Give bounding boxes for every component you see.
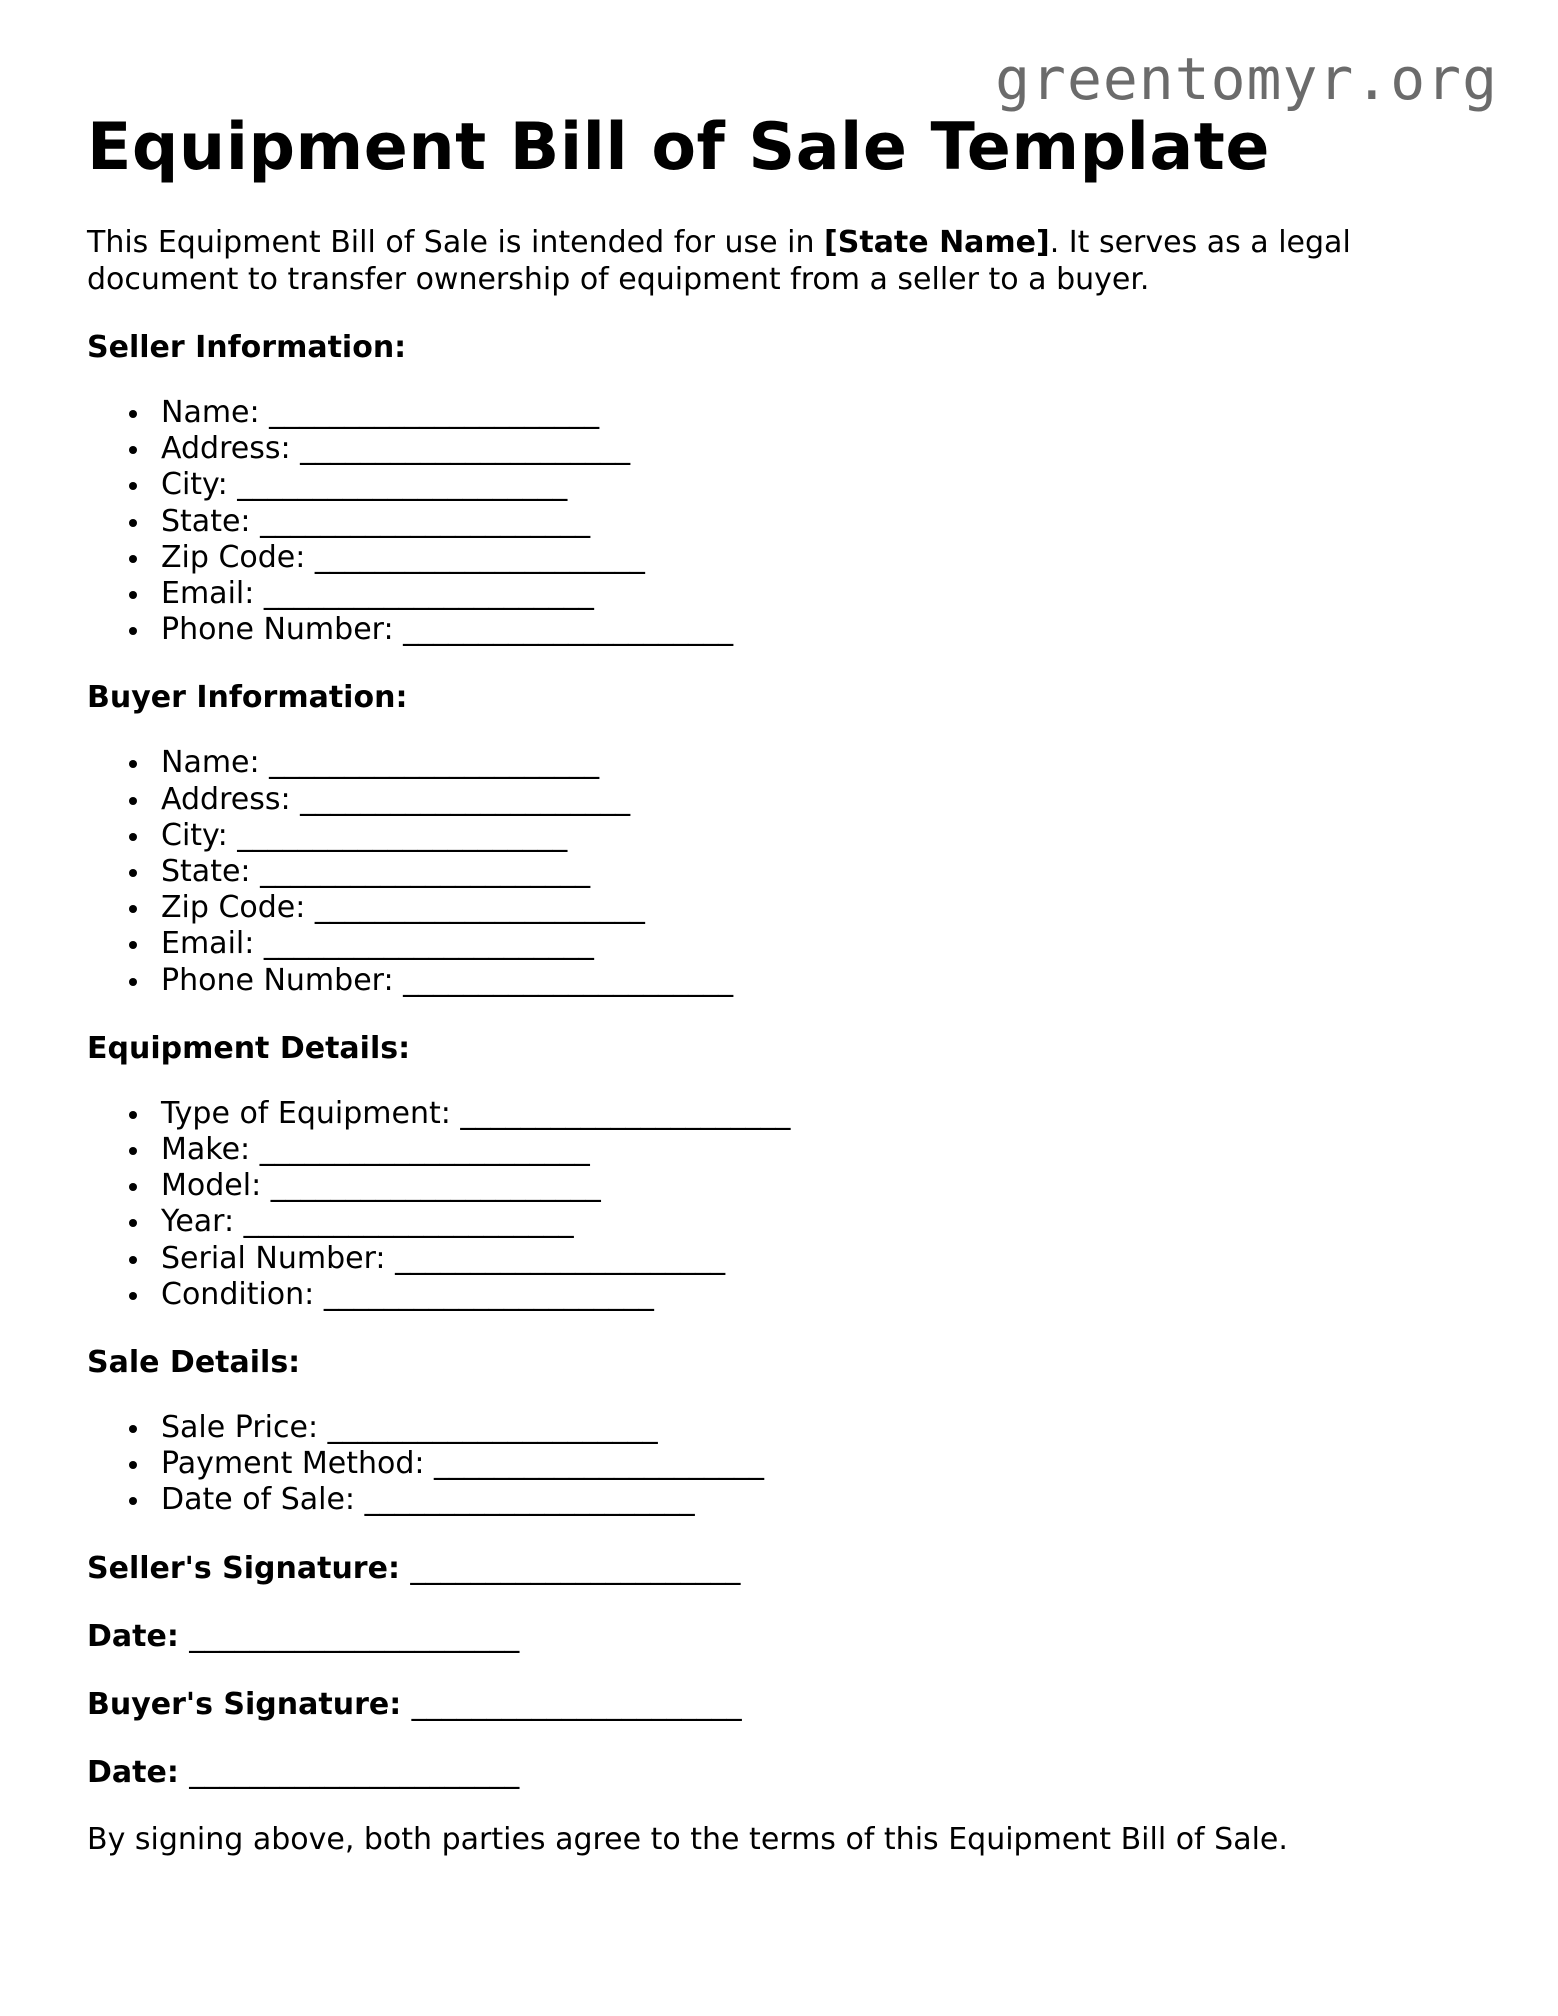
intro-text-before: This Equipment Bill of Sale is intended for use in: [87, 225, 825, 260]
field-label: Name:: [161, 395, 260, 430]
seller-email-field[interactable]: [161, 576, 1487, 612]
field-label: Name:: [161, 745, 260, 781]
field-label: Email:: [161, 576, 255, 612]
field-label: City:: [161, 467, 228, 503]
agreement-statement: By signing above, both parties agree to the terms of this Equipment Bill of Sale.: [87, 1821, 1288, 1857]
seller-date-field[interactable]: [87, 1618, 1487, 1655]
buyer-phone-field[interactable]: [161, 963, 1487, 999]
field-label: Address:: [161, 431, 291, 467]
blank-line: ______________________: [237, 817, 568, 853]
blank-line: ______________________: [243, 1204, 574, 1240]
sale-price-field[interactable]: [161, 1410, 1487, 1446]
field-label: Year:: [161, 1204, 235, 1240]
blank-line: ______________________: [263, 926, 594, 962]
blank-line: ______________________: [314, 539, 645, 575]
intro-text-after: . It serves as a legal document to transfer ownership of equipment from a seller to a buyer.: [87, 225, 1351, 297]
equipment-details-heading: Equipment Details:: [87, 1030, 411, 1066]
blank-line: ______________________: [300, 431, 631, 467]
buyer-zip-field[interactable]: [161, 890, 1487, 926]
blank-line: ______________________: [403, 612, 734, 648]
date-of-sale-field[interactable]: [161, 1482, 1487, 1518]
blank-line: ______________________: [314, 890, 645, 926]
seller-phone-field[interactable]: [161, 612, 1487, 648]
seller-signature-field[interactable]: [87, 1550, 1487, 1587]
field-label: Seller's Signature:: [87, 1550, 400, 1586]
buyer-email-field[interactable]: [161, 926, 1487, 962]
equipment-condition-field[interactable]: [161, 1277, 1487, 1313]
field-label: Zip Code:: [161, 890, 306, 926]
document-page: [87, 108, 1487, 1858]
document-title: Equipment Bill of Sale Template: [87, 110, 1270, 185]
watermark: greentomyr.org: [995, 45, 1498, 113]
blank-line: ______________________: [189, 1618, 520, 1654]
blank-line: ______________________: [300, 781, 631, 817]
field-label: Phone Number:: [161, 612, 394, 648]
sale-details-list: [87, 1410, 1487, 1519]
buyer-state-field[interactable]: [161, 854, 1487, 890]
seller-name-field[interactable]: [161, 395, 1487, 431]
field-label: Payment Method:: [161, 1446, 425, 1482]
field-label: Date:: [87, 1754, 179, 1790]
blank-line: ______________________: [259, 1132, 590, 1168]
seller-state-field[interactable]: [161, 504, 1487, 540]
seller-address-field[interactable]: [161, 431, 1487, 467]
field-label: Serial Number:: [161, 1240, 386, 1276]
buyer-address-field[interactable]: [161, 782, 1487, 818]
field-label: Make:: [161, 1132, 251, 1168]
field-label: Type of Equipment:: [161, 1095, 451, 1131]
blank-line: ______________________: [403, 962, 734, 998]
seller-zip-field[interactable]: [161, 540, 1487, 576]
field-label: State:: [161, 503, 251, 539]
buyer-name-field[interactable]: [161, 745, 1487, 781]
equipment-model-field[interactable]: [161, 1168, 1487, 1204]
buyer-info-heading: Buyer Information:: [87, 680, 408, 716]
field-label: Model:: [161, 1168, 262, 1204]
field-label: Address:: [161, 781, 291, 817]
blank-line: ______________________: [411, 1686, 742, 1722]
payment-method-field[interactable]: [161, 1446, 1487, 1482]
field-label: Sale Price:: [161, 1410, 319, 1446]
equipment-type-field[interactable]: [161, 1096, 1487, 1132]
blank-line: ______________________: [269, 745, 600, 781]
sale-details-heading: Sale Details:: [87, 1345, 301, 1381]
seller-city-field[interactable]: [161, 467, 1487, 503]
seller-info-list: [87, 395, 1487, 648]
field-label: Phone Number:: [161, 962, 394, 998]
state-name-placeholder: [State Name]: [824, 225, 1050, 260]
seller-info-heading: Seller Information:: [87, 330, 407, 365]
blank-line: ______________________: [460, 1095, 791, 1131]
buyer-signature-field[interactable]: [87, 1686, 1487, 1723]
equipment-make-field[interactable]: [161, 1132, 1487, 1168]
blank-line: ______________________: [189, 1754, 520, 1790]
field-label: Date of Sale:: [161, 1482, 356, 1518]
blank-line: ______________________: [260, 854, 591, 890]
field-label: Zip Code:: [161, 539, 306, 575]
blank-line: ______________________: [327, 1410, 658, 1446]
field-label: Condition:: [161, 1276, 315, 1312]
blank-line: ______________________: [263, 576, 594, 612]
field-label: Email:: [161, 926, 255, 962]
buyer-city-field[interactable]: [161, 818, 1487, 854]
blank-line: ______________________: [270, 1168, 601, 1204]
blank-line: ______________________: [260, 503, 591, 539]
intro-paragraph: [87, 224, 1417, 298]
blank-line: ______________________: [395, 1240, 726, 1276]
blank-line: ______________________: [434, 1446, 765, 1482]
field-label: State:: [161, 854, 251, 890]
blank-line: ______________________: [323, 1276, 654, 1312]
blank-line: ______________________: [410, 1550, 741, 1586]
blank-line: ______________________: [269, 395, 600, 430]
buyer-info-list: [87, 745, 1487, 998]
blank-line: ______________________: [237, 467, 568, 503]
equipment-serial-field[interactable]: [161, 1241, 1487, 1277]
field-label: Date:: [87, 1618, 179, 1654]
field-label: Buyer's Signature:: [87, 1686, 402, 1722]
equipment-year-field[interactable]: [161, 1204, 1487, 1240]
equipment-details-list: [87, 1096, 1487, 1313]
field-label: City:: [161, 817, 228, 853]
buyer-date-field[interactable]: [87, 1754, 1487, 1791]
blank-line: ______________________: [364, 1482, 695, 1518]
